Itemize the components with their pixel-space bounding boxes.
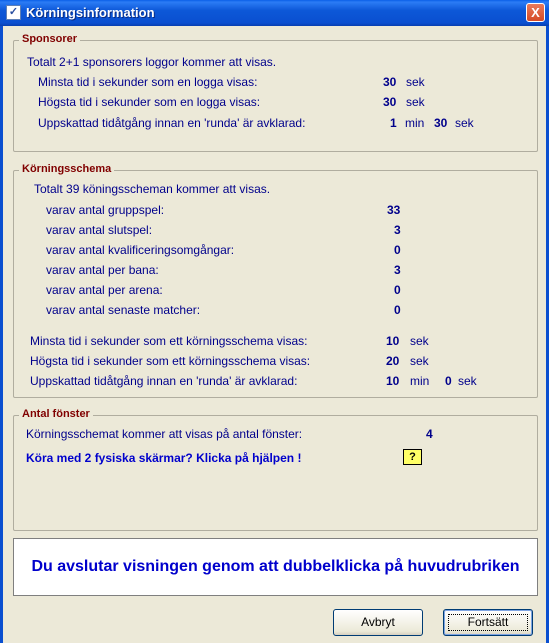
help-button[interactable]: ? — [403, 449, 422, 465]
sponsorer-legend: Sponsorer — [19, 33, 80, 45]
schema-max-value: 20 — [386, 354, 400, 368]
sponsor-max-label: Högsta tid i sekunder som en logga visas: — [38, 95, 261, 109]
sponsor-max-unit: sek — [406, 95, 425, 109]
sponsor-min-label: Minsta tid i sekunder som en logga visas: — [38, 75, 258, 89]
close-button[interactable]: X — [526, 3, 545, 22]
sponsorer-summary: Totalt 2+1 sponsorers loggor kommer att visas. — [27, 55, 277, 69]
sponsor-est-sec: 30 — [434, 116, 448, 130]
schema-est-min-unit: min — [410, 374, 430, 388]
schema-item-value: 0 — [394, 243, 401, 257]
schema-item-value: 3 — [394, 263, 401, 277]
schema-item-value: 33 — [387, 203, 401, 217]
schema-summary: Totalt 39 köningsscheman kommer att visas. — [34, 182, 271, 196]
schema-item-label: varav antal kvalificeringsomgångar: — [46, 243, 235, 257]
sponsor-min-unit: sek — [406, 75, 425, 89]
notice-text: Du avslutar visningen genom att dubbelklicka på huvudrubriken — [31, 558, 520, 575]
fonster-label: Körningsschemat kommer att visas på antal fönster: — [26, 427, 303, 441]
sponsor-est-sec-unit: sek — [455, 116, 474, 130]
schema-item-label: varav antal senaste matcher: — [46, 303, 201, 317]
focus-rect — [448, 614, 528, 631]
app-icon: ✓ — [6, 5, 21, 20]
title-bar[interactable] — [0, 0, 549, 26]
schema-min-unit: sek — [410, 334, 429, 348]
cancel-button[interactable] — [333, 609, 423, 636]
schema-item-label: varav antal gruppspel: — [46, 203, 165, 217]
sponsor-min-value: 30 — [383, 75, 397, 89]
schema-est-min: 10 — [386, 374, 400, 388]
sponsor-est-min: 1 — [390, 116, 397, 130]
schema-item-label: varav antal per bana: — [46, 263, 159, 277]
schema-est-sec-unit: sek — [458, 374, 477, 388]
sponsor-est-min-unit: min — [405, 116, 425, 130]
schema-item-value: 0 — [394, 283, 401, 297]
window-title: Körningsinformation — [26, 5, 155, 20]
schema-min-value: 10 — [386, 334, 400, 348]
schema-min-label: Minsta tid i sekunder som ett körningsschema visas: — [30, 334, 308, 348]
cancel-button-label: Avbryt — [361, 615, 395, 629]
schema-item-value: 0 — [394, 303, 401, 317]
fonster-value: 4 — [426, 427, 433, 441]
sponsor-est-label: Uppskattad tidåtgång innan en 'runda' är avklarad: — [38, 116, 306, 130]
schema-max-unit: sek — [410, 354, 429, 368]
sponsor-max-value: 30 — [383, 95, 397, 109]
fonster-legend: Antal fönster — [19, 408, 93, 420]
continue-button-label: Fortsätt — [467, 615, 509, 629]
schema-max-label: Högsta tid i sekunder som ett körningsschema visas: — [30, 354, 311, 368]
schema-item-value: 3 — [394, 223, 401, 237]
window-frame-left — [0, 26, 3, 643]
schema-est-label: Uppskattad tidåtgång innan en 'runda' är avklarad: — [30, 374, 298, 388]
dual-screen-question: Köra med 2 fysiska skärmar? Klicka på hjälpen ! — [26, 451, 302, 465]
notice-panel — [13, 538, 538, 596]
schema-item-label: varav antal slutspel: — [46, 223, 153, 237]
schema-est-sec: 0 — [445, 374, 452, 388]
schema-item-label: varav antal per arena: — [46, 283, 163, 297]
continue-button[interactable] — [443, 609, 533, 636]
schema-legend: Körningsschema — [19, 163, 114, 175]
